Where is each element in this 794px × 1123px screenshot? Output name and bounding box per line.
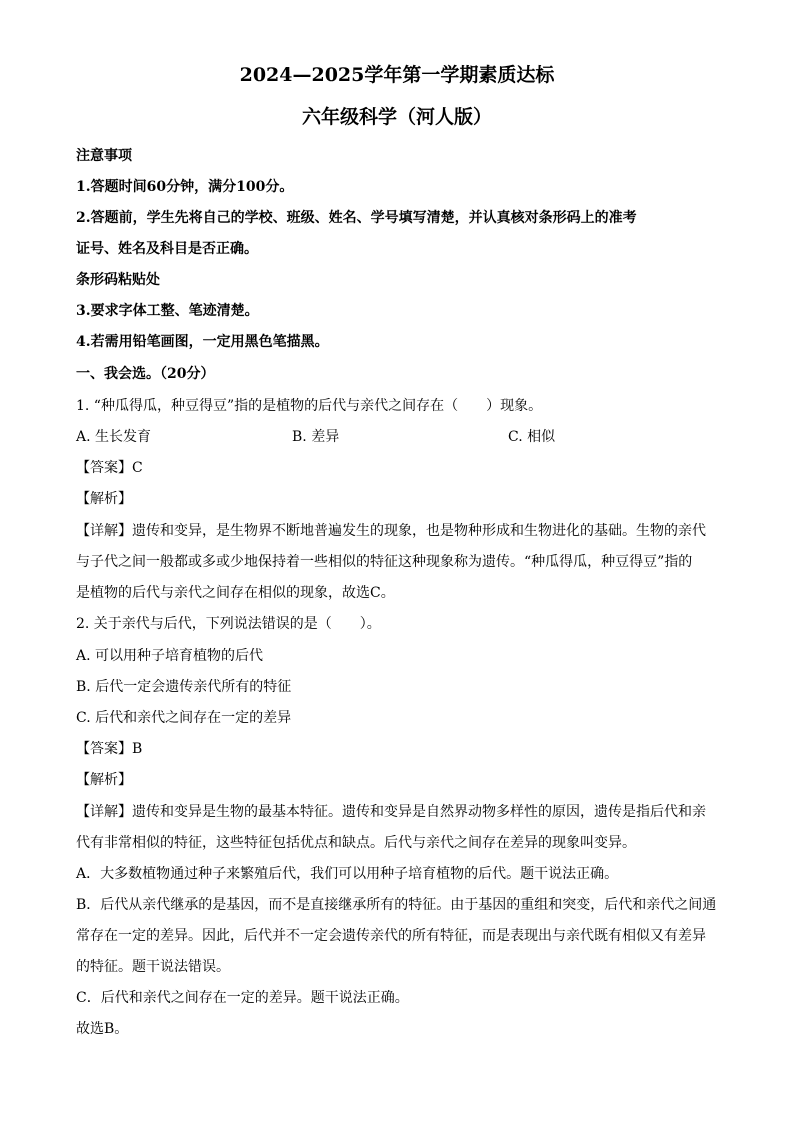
question-2-option-c: C. 后代和亲代之间存在一定的差异 — [76, 710, 292, 726]
notice-item-3: 3.要求字体工整、笔迹清楚。 — [76, 303, 259, 319]
question-1-detail-line-1: 【详解】遗传和变异，是生物界不断地普遍发生的现象，也是物种形成和生物进化的基础。生物的亲代 — [76, 523, 706, 539]
question-2-option-b: B. 后代一定会遗传亲代所有的特征 — [76, 679, 292, 695]
question-2-detail-line-2: 代有非常相似的特征，这些特征包括优点和缺点。后代与亲代之间存在差异的现象叫变异。 — [76, 835, 636, 851]
notice-item-2-line-1: 2.答题前，学生先将自己的学校、班级、姓名、学号填写清楚，并认真核对条形码上的准考 — [76, 210, 637, 226]
question-2-explain-b-line-2: 常存在一定的差异。因此，后代并不一定会遗传亲代的所有特征，而是表现出与亲代既有相似又有差异 — [76, 928, 706, 944]
question-1-detail-line-3: 是植物的后代与亲代之间存在相似的现象，故选C。 — [76, 585, 395, 601]
question-2-detail-line-1: 【详解】遗传和变异是生物的最基本特征。遗传和变异是自然界动物多样性的原因，遗传是指后代和亲 — [76, 804, 706, 820]
section-1-heading: 一、我会选。（20分） — [76, 366, 215, 382]
question-2-conclusion: 故选B。 — [76, 1021, 129, 1037]
notice-heading: 注意事项 — [76, 148, 132, 164]
question-2-explain-a: A．大多数植物通过种子来繁殖后代，我们可以用种子培育植物的后代。题干说法正确。 — [76, 866, 619, 882]
page-title: 2024—2025学年第一学期素质达标 — [239, 64, 555, 86]
question-2-analysis-label: 【解析】 — [76, 772, 132, 788]
question-2-explain-c: C．后代和亲代之间存在一定的差异。题干说法正确。 — [76, 990, 409, 1006]
notice-item-1: 1.答题时间60分钟，满分100分。 — [76, 179, 294, 195]
question-1-option-c: C. 相似 — [508, 429, 556, 445]
question-1-answer: 【答案】C — [76, 460, 143, 476]
question-1-stem: 1. “种瓜得瓜，种豆得豆”指的是植物的后代与亲代之间存在（ ）现象。 — [76, 398, 543, 414]
question-2-answer: 【答案】B — [76, 741, 143, 757]
question-1-option-a: A. 生长发育 — [76, 429, 152, 445]
barcode-label: 条形码粘贴处 — [76, 272, 160, 288]
question-1-analysis-label: 【解析】 — [76, 491, 132, 507]
notice-item-4: 4.若需用铅笔画图，一定用黑色笔描黑。 — [76, 334, 329, 350]
question-2-stem: 2. 关于亲代与后代，下列说法错误的是（ ）。 — [76, 616, 381, 632]
question-1-detail-line-2: 与子代之间一般都或多或少地保持着一些相似的特征这种现象称为遗传。“种瓜得瓜，种豆得豆”指的 — [76, 554, 693, 570]
question-2-explain-b-line-1: B．后代从亲代继承的是基因，而不是直接继承所有的特征。由于基因的重组和突变，后代和亲代之间通 — [76, 897, 717, 913]
question-2-explain-b-line-3: 的特征。题干说法错误。 — [76, 959, 230, 975]
question-2-option-a: A. 可以用种子培育植物的后代 — [76, 648, 264, 664]
page-subtitle: 六年级科学（河人版） — [301, 106, 492, 128]
notice-item-2-line-2: 证号、姓名及科目是否正确。 — [76, 241, 258, 257]
question-1-option-b: B. 差异 — [292, 429, 340, 445]
